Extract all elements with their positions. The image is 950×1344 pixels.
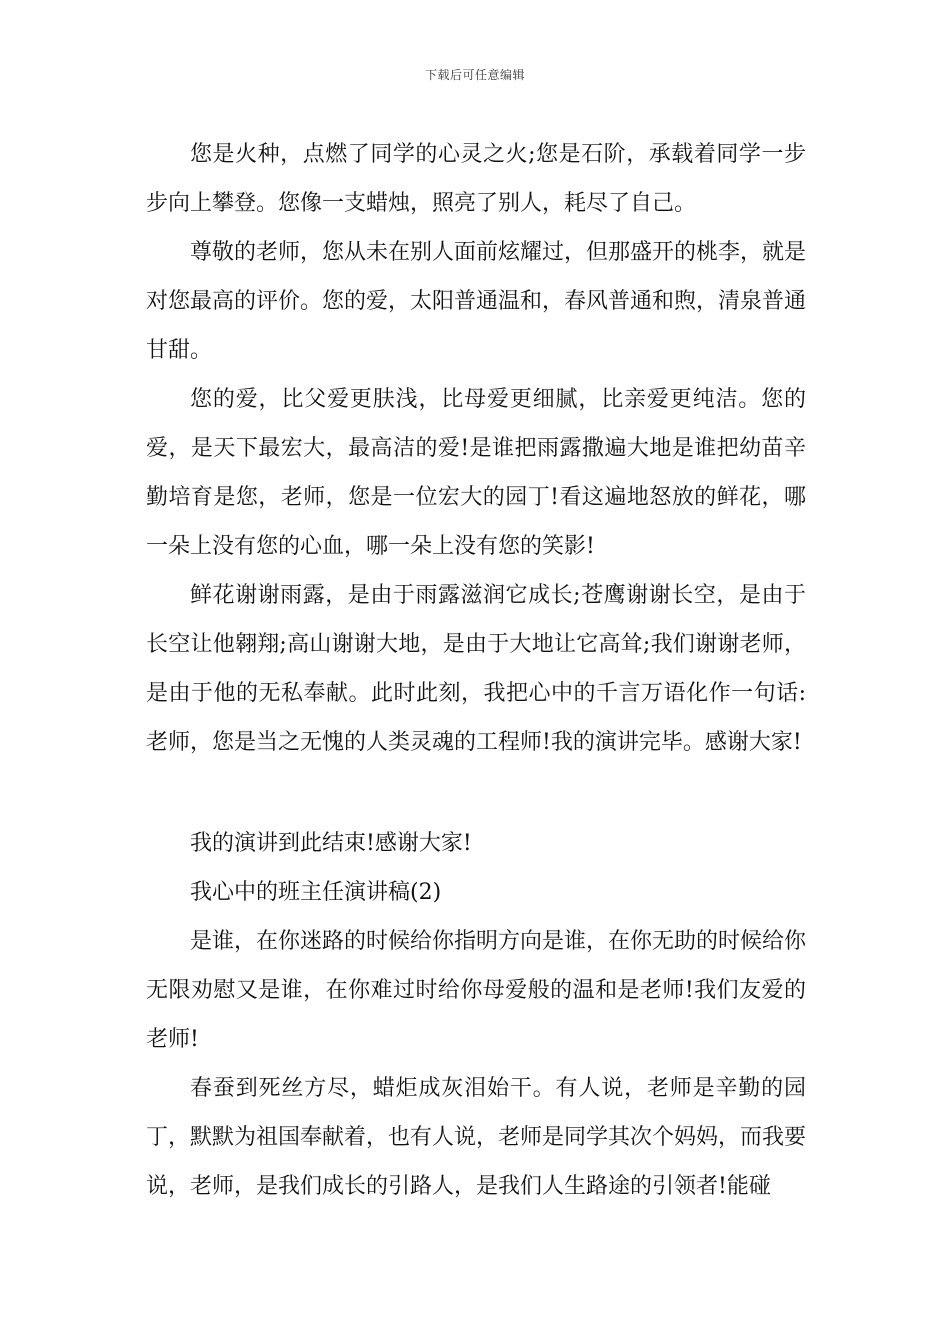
paragraph: 您是火种，点燃了同学的心灵之火;您是石阶，承载着同学一步步向上攀登。您像一支蜡烛，照亮了别人，耗尽了自己。 xyxy=(146,142,806,216)
document-body xyxy=(146,130,806,1211)
paragraph: 尊敬的老师，您从未在别人面前炫耀过，但那盛开的桃李，就是对您最高的评价。您的爱，太阳普通温和，春风普通和煦，清泉普通甘甜。 xyxy=(146,240,807,363)
page-header: 下载后可任意编辑 xyxy=(424,68,525,82)
closing-line: 我的演讲到此结束!感谢大家! xyxy=(190,831,472,856)
paragraph: 是谁，在你迷路的时候给你指明方向是谁，在你无助的时候给你无限劝慰又是谁，在你难过时给你母爱般的温和是老师!我们友爱的老师! xyxy=(146,929,807,1052)
section-title: 我心中的班主任演讲稿(2) xyxy=(190,880,442,905)
paragraph-gap xyxy=(146,767,806,819)
paragraph: 春蚕到死丝方尽，蜡炬成灰泪始干。有人说，老师是辛勤的园丁，默默为祖国奉献着，也有人说，老师是同学其次个妈妈，而我要说，老师，是我们成长的引路人，是我们人生路途的引领者!能碰 xyxy=(146,1076,807,1199)
paragraph: 鲜花谢谢雨露，是由于雨露滋润它成长;苍鹰谢谢长空，是由于长空让他翱翔;高山谢谢大地，是由于大地让它高耸;我们谢谢老师，是由于他的无私奉献。此时此刻，我把心中的千言万语化作一句话:老师，您是当之无愧的人类灵魂的工程师!我的演讲完毕。感谢大家! xyxy=(146,583,806,755)
paragraph: 您的爱，比父爱更肤浅，比母爱更细腻，比亲爱更纯洁。您的爱，是天下最宏大，最高洁的爱!是谁把雨露撒遍大地是谁把幼苗辛勤培育是您，老师，您是一位宏大的园丁!看这遍地怒放的鲜花，哪一朵上没有您的心血，哪一朵上没有您的笑影! xyxy=(146,387,806,559)
